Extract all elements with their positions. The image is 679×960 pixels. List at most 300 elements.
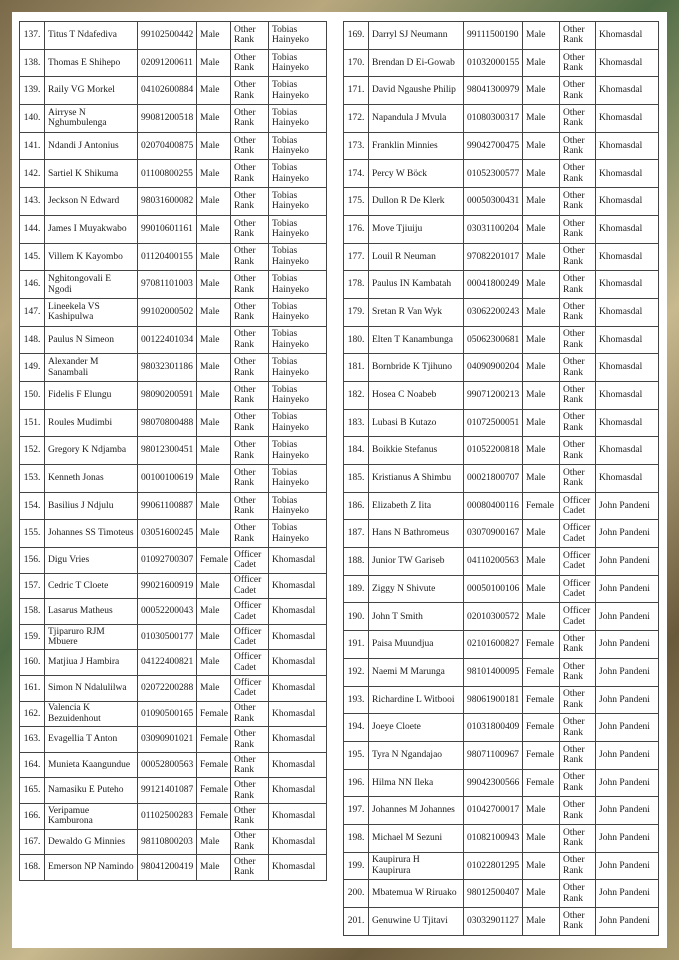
unit-cell: Tobias Hainyeko bbox=[269, 271, 327, 299]
table-row bbox=[20, 243, 327, 271]
member-name-cell: Titus T Ndafediva bbox=[45, 22, 138, 50]
id-number-cell: 00122401034 bbox=[138, 326, 197, 354]
unit-cell: John Pandeni bbox=[596, 520, 659, 548]
table-row bbox=[20, 22, 327, 50]
id-number-cell: 98061900181 bbox=[464, 686, 523, 714]
unit-cell: Khomasdal bbox=[269, 752, 327, 778]
row-number-cell: 183. bbox=[344, 409, 369, 437]
rank-cell: Other Rank bbox=[231, 829, 269, 855]
table-row bbox=[344, 409, 659, 437]
unit-cell: Khomasdal bbox=[596, 298, 659, 326]
table-row bbox=[20, 132, 327, 160]
member-name-cell: Elizabeth Z Iita bbox=[369, 492, 464, 520]
row-number-cell: 169. bbox=[344, 22, 369, 50]
table-row bbox=[20, 437, 327, 465]
rank-cell: Other Rank bbox=[560, 298, 596, 326]
unit-cell: Khomasdal bbox=[269, 573, 327, 599]
row-number-cell: 162. bbox=[20, 701, 45, 727]
table-row bbox=[344, 852, 659, 880]
sex-cell: Male bbox=[523, 908, 560, 936]
id-number-cell: 99081200518 bbox=[138, 105, 197, 133]
table-row bbox=[344, 271, 659, 299]
sex-cell: Male bbox=[523, 326, 560, 354]
id-number-cell: 01032000155 bbox=[464, 49, 523, 77]
id-number-cell: 00050300431 bbox=[464, 188, 523, 216]
member-name-cell: Thomas E Shihepo bbox=[45, 49, 138, 77]
rank-cell: Other Rank bbox=[231, 701, 269, 727]
table-row bbox=[344, 686, 659, 714]
member-name-cell: Villem K Kayombo bbox=[45, 243, 138, 271]
sex-cell: Male bbox=[197, 520, 231, 548]
member-name-cell: Hilma NN Ileka bbox=[369, 769, 464, 797]
unit-cell: Khomasdal bbox=[269, 624, 327, 650]
sex-cell: Male bbox=[197, 188, 231, 216]
id-number-cell: 98031600082 bbox=[138, 188, 197, 216]
rank-cell: Other Rank bbox=[560, 465, 596, 493]
unit-cell: Khomasdal bbox=[596, 271, 659, 299]
unit-cell: Tobias Hainyeko bbox=[269, 465, 327, 493]
sex-cell: Female bbox=[197, 701, 231, 727]
table-row bbox=[20, 105, 327, 133]
sex-cell: Male bbox=[523, 160, 560, 188]
rank-cell: Officer Cadet bbox=[231, 599, 269, 625]
member-name-cell: Johannes SS Timoteus bbox=[45, 520, 138, 548]
row-number-cell: 199. bbox=[344, 852, 369, 880]
member-name-cell: Junior TW Gariseb bbox=[369, 548, 464, 576]
row-number-cell: 164. bbox=[20, 752, 45, 778]
member-name-cell: Mbatemua W Riruako bbox=[369, 880, 464, 908]
id-number-cell: 02072200288 bbox=[138, 676, 197, 702]
sex-cell: Male bbox=[523, 603, 560, 631]
unit-cell: Tobias Hainyeko bbox=[269, 215, 327, 243]
id-number-cell: 99021600919 bbox=[138, 573, 197, 599]
id-number-cell: 03031100204 bbox=[464, 215, 523, 243]
sex-cell: Female bbox=[523, 686, 560, 714]
sex-cell: Male bbox=[197, 105, 231, 133]
unit-cell: Tobias Hainyeko bbox=[269, 437, 327, 465]
rank-cell: Other Rank bbox=[560, 49, 596, 77]
sex-cell: Male bbox=[523, 409, 560, 437]
sex-cell: Male bbox=[197, 49, 231, 77]
unit-cell: Tobias Hainyeko bbox=[269, 188, 327, 216]
unit-cell: Tobias Hainyeko bbox=[269, 105, 327, 133]
unit-cell: Khomasdal bbox=[596, 215, 659, 243]
unit-cell: John Pandeni bbox=[596, 492, 659, 520]
rank-cell: Other Rank bbox=[560, 215, 596, 243]
member-name-cell: Brendan D Ei-Gowab bbox=[369, 49, 464, 77]
table-row bbox=[344, 105, 659, 133]
rank-cell: Other Rank bbox=[560, 769, 596, 797]
unit-cell: Khomasdal bbox=[269, 804, 327, 830]
table-row bbox=[344, 22, 659, 50]
row-number-cell: 142. bbox=[20, 160, 45, 188]
id-number-cell: 01030500177 bbox=[138, 624, 197, 650]
member-name-cell: Joeye Cloete bbox=[369, 714, 464, 742]
table-row bbox=[20, 215, 327, 243]
id-number-cell: 02101600827 bbox=[464, 631, 523, 659]
table-row bbox=[344, 49, 659, 77]
table-row bbox=[344, 631, 659, 659]
row-number-cell: 160. bbox=[20, 650, 45, 676]
rank-cell: Other Rank bbox=[560, 686, 596, 714]
table-row bbox=[20, 727, 327, 753]
row-number-cell: 157. bbox=[20, 573, 45, 599]
id-number-cell: 03062200243 bbox=[464, 298, 523, 326]
member-name-cell: Kenneth Jonas bbox=[45, 465, 138, 493]
member-name-cell: John T Smith bbox=[369, 603, 464, 631]
member-name-cell: Tjiparuro RJM Mbuere bbox=[45, 624, 138, 650]
id-number-cell: 00052200043 bbox=[138, 599, 197, 625]
unit-cell: Khomasdal bbox=[596, 381, 659, 409]
table-row bbox=[344, 437, 659, 465]
sex-cell: Male bbox=[197, 243, 231, 271]
member-name-cell: Paulus IN Kambatah bbox=[369, 271, 464, 299]
sex-cell: Male bbox=[197, 354, 231, 382]
unit-cell: Khomasdal bbox=[596, 465, 659, 493]
table-row bbox=[344, 741, 659, 769]
row-number-cell: 145. bbox=[20, 243, 45, 271]
id-number-cell: 99061100887 bbox=[138, 492, 197, 520]
sex-cell: Male bbox=[523, 271, 560, 299]
id-number-cell: 00080400116 bbox=[464, 492, 523, 520]
rank-cell: Other Rank bbox=[560, 714, 596, 742]
id-number-cell: 02091200611 bbox=[138, 49, 197, 77]
row-number-cell: 156. bbox=[20, 548, 45, 574]
rank-cell: Other Rank bbox=[231, 105, 269, 133]
member-name-cell: Move Tjiuiju bbox=[369, 215, 464, 243]
member-name-cell: Veripamue Kamburona bbox=[45, 804, 138, 830]
unit-cell: Khomasdal bbox=[269, 701, 327, 727]
rank-cell: Other Rank bbox=[231, 215, 269, 243]
row-number-cell: 153. bbox=[20, 465, 45, 493]
table-row bbox=[20, 548, 327, 574]
table-row bbox=[20, 520, 327, 548]
row-number-cell: 139. bbox=[20, 77, 45, 105]
member-name-cell: Hosea C Noabeb bbox=[369, 381, 464, 409]
rank-cell: Officer Cadet bbox=[560, 575, 596, 603]
row-number-cell: 184. bbox=[344, 437, 369, 465]
rank-cell: Officer Cadet bbox=[560, 548, 596, 576]
member-name-cell: Boikkie Stefanus bbox=[369, 437, 464, 465]
row-number-cell: 159. bbox=[20, 624, 45, 650]
rank-cell: Other Rank bbox=[560, 880, 596, 908]
row-number-cell: 175. bbox=[344, 188, 369, 216]
rank-cell: Other Rank bbox=[560, 852, 596, 880]
member-name-cell: Ndandi J Antonius bbox=[45, 132, 138, 160]
row-number-cell: 151. bbox=[20, 409, 45, 437]
row-number-cell: 186. bbox=[344, 492, 369, 520]
unit-cell: John Pandeni bbox=[596, 548, 659, 576]
sex-cell: Male bbox=[523, 132, 560, 160]
table-row bbox=[20, 804, 327, 830]
row-number-cell: 185. bbox=[344, 465, 369, 493]
row-number-cell: 173. bbox=[344, 132, 369, 160]
row-number-cell: 138. bbox=[20, 49, 45, 77]
sex-cell: Male bbox=[523, 548, 560, 576]
row-number-cell: 158. bbox=[20, 599, 45, 625]
id-number-cell: 99102500442 bbox=[138, 22, 197, 50]
member-name-cell: Basilius J Ndjulu bbox=[45, 492, 138, 520]
member-name-cell: Paulus N Simeon bbox=[45, 326, 138, 354]
table-row bbox=[20, 298, 327, 326]
member-name-cell: Sartiel K Shikuma bbox=[45, 160, 138, 188]
table-row bbox=[20, 573, 327, 599]
member-name-cell: Lineekela VS Kashipulwa bbox=[45, 298, 138, 326]
row-number-cell: 171. bbox=[344, 77, 369, 105]
rank-cell: Officer Cadet bbox=[231, 573, 269, 599]
id-number-cell: 98070800488 bbox=[138, 409, 197, 437]
sex-cell: Male bbox=[523, 575, 560, 603]
rank-cell: Other Rank bbox=[231, 188, 269, 216]
row-number-cell: 165. bbox=[20, 778, 45, 804]
unit-cell: Tobias Hainyeko bbox=[269, 49, 327, 77]
unit-cell: Khomasdal bbox=[269, 676, 327, 702]
table-row bbox=[20, 49, 327, 77]
rank-cell: Officer Cadet bbox=[560, 492, 596, 520]
rank-cell: Officer Cadet bbox=[231, 624, 269, 650]
member-name-cell: Napandula J Mvula bbox=[369, 105, 464, 133]
id-number-cell: 98110800203 bbox=[138, 829, 197, 855]
table-row bbox=[344, 908, 659, 936]
id-number-cell: 98041300979 bbox=[464, 77, 523, 105]
row-number-cell: 147. bbox=[20, 298, 45, 326]
id-number-cell: 01090500165 bbox=[138, 701, 197, 727]
table-row bbox=[344, 603, 659, 631]
row-number-cell: 149. bbox=[20, 354, 45, 382]
row-number-cell: 201. bbox=[344, 908, 369, 936]
sex-cell: Male bbox=[523, 797, 560, 825]
rank-cell: Other Rank bbox=[560, 631, 596, 659]
unit-cell: Tobias Hainyeko bbox=[269, 326, 327, 354]
rank-cell: Other Rank bbox=[231, 354, 269, 382]
table-row bbox=[20, 160, 327, 188]
table-row bbox=[20, 676, 327, 702]
id-number-cell: 04110200563 bbox=[464, 548, 523, 576]
unit-cell: John Pandeni bbox=[596, 575, 659, 603]
row-number-cell: 196. bbox=[344, 769, 369, 797]
sex-cell: Male bbox=[197, 326, 231, 354]
member-name-cell: Dewaldo G Minnies bbox=[45, 829, 138, 855]
member-name-cell: Raily VG Morkel bbox=[45, 77, 138, 105]
id-number-cell: 01080300317 bbox=[464, 105, 523, 133]
member-name-cell: Namasiku E Puteho bbox=[45, 778, 138, 804]
id-number-cell: 01072500051 bbox=[464, 409, 523, 437]
rank-cell: Officer Cadet bbox=[231, 650, 269, 676]
table-row bbox=[344, 132, 659, 160]
rank-cell: Other Rank bbox=[560, 797, 596, 825]
table-row bbox=[344, 215, 659, 243]
unit-cell: John Pandeni bbox=[596, 769, 659, 797]
row-number-cell: 187. bbox=[344, 520, 369, 548]
row-number-cell: 193. bbox=[344, 686, 369, 714]
unit-cell: Khomasdal bbox=[596, 132, 659, 160]
id-number-cell: 01102500283 bbox=[138, 804, 197, 830]
sex-cell: Female bbox=[523, 492, 560, 520]
table-row bbox=[344, 575, 659, 603]
row-number-cell: 198. bbox=[344, 824, 369, 852]
id-number-cell: 98090200591 bbox=[138, 381, 197, 409]
row-number-cell: 174. bbox=[344, 160, 369, 188]
sex-cell: Female bbox=[523, 769, 560, 797]
unit-cell: John Pandeni bbox=[596, 631, 659, 659]
rank-cell: Other Rank bbox=[231, 160, 269, 188]
unit-cell: Tobias Hainyeko bbox=[269, 409, 327, 437]
table-row bbox=[344, 160, 659, 188]
row-number-cell: 163. bbox=[20, 727, 45, 753]
id-number-cell: 99111500190 bbox=[464, 22, 523, 50]
rank-cell: Other Rank bbox=[231, 132, 269, 160]
unit-cell: Khomasdal bbox=[269, 650, 327, 676]
table-row bbox=[344, 797, 659, 825]
unit-cell: Tobias Hainyeko bbox=[269, 243, 327, 271]
unit-cell: Khomasdal bbox=[596, 243, 659, 271]
row-number-cell: 170. bbox=[344, 49, 369, 77]
unit-cell: Khomasdal bbox=[596, 105, 659, 133]
id-number-cell: 99042300566 bbox=[464, 769, 523, 797]
member-name-cell: Emerson NP Namindo bbox=[45, 855, 138, 881]
unit-cell: John Pandeni bbox=[596, 714, 659, 742]
id-number-cell: 01100800255 bbox=[138, 160, 197, 188]
id-number-cell: 98071100967 bbox=[464, 741, 523, 769]
member-name-cell: Richardine L Witbooi bbox=[369, 686, 464, 714]
member-name-cell: James I Muyakwabo bbox=[45, 215, 138, 243]
row-number-cell: 143. bbox=[20, 188, 45, 216]
rank-cell: Other Rank bbox=[560, 741, 596, 769]
table-row bbox=[20, 855, 327, 881]
member-name-cell: Johannes M Johannes bbox=[369, 797, 464, 825]
table-row bbox=[344, 465, 659, 493]
table-row bbox=[20, 829, 327, 855]
rank-cell: Other Rank bbox=[231, 409, 269, 437]
id-number-cell: 98041200419 bbox=[138, 855, 197, 881]
member-name-cell: Dullon R De Klerk bbox=[369, 188, 464, 216]
table-row bbox=[20, 326, 327, 354]
rank-cell: Other Rank bbox=[231, 727, 269, 753]
member-name-cell: Elten T Kanambunga bbox=[369, 326, 464, 354]
unit-cell: John Pandeni bbox=[596, 908, 659, 936]
id-number-cell: 97082201017 bbox=[464, 243, 523, 271]
row-number-cell: 154. bbox=[20, 492, 45, 520]
rank-cell: Other Rank bbox=[231, 855, 269, 881]
id-number-cell: 00050100106 bbox=[464, 575, 523, 603]
id-number-cell: 04090900204 bbox=[464, 354, 523, 382]
rank-cell: Other Rank bbox=[231, 492, 269, 520]
rank-cell: Other Rank bbox=[560, 271, 596, 299]
table-row bbox=[20, 492, 327, 520]
member-name-cell: Darryl SJ Neumann bbox=[369, 22, 464, 50]
row-number-cell: 152. bbox=[20, 437, 45, 465]
id-number-cell: 04102600884 bbox=[138, 77, 197, 105]
unit-cell: Khomasdal bbox=[269, 829, 327, 855]
sex-cell: Male bbox=[523, 354, 560, 382]
id-number-cell: 01092700307 bbox=[138, 548, 197, 574]
unit-cell: Tobias Hainyeko bbox=[269, 132, 327, 160]
rank-cell: Other Rank bbox=[231, 298, 269, 326]
sex-cell: Male bbox=[197, 298, 231, 326]
row-number-cell: 172. bbox=[344, 105, 369, 133]
member-name-cell: Hans N Bathromeus bbox=[369, 520, 464, 548]
member-name-cell: Fidelis F Elungu bbox=[45, 381, 138, 409]
row-number-cell: 181. bbox=[344, 354, 369, 382]
id-number-cell: 05062300681 bbox=[464, 326, 523, 354]
row-number-cell: 191. bbox=[344, 631, 369, 659]
member-name-cell: Roules Mudimbi bbox=[45, 409, 138, 437]
table-row bbox=[344, 77, 659, 105]
rank-cell: Other Rank bbox=[560, 908, 596, 936]
id-number-cell: 02070400875 bbox=[138, 132, 197, 160]
sex-cell: Male bbox=[197, 624, 231, 650]
sex-cell: Male bbox=[523, 437, 560, 465]
unit-cell: John Pandeni bbox=[596, 741, 659, 769]
rank-cell: Other Rank bbox=[560, 409, 596, 437]
unit-cell: Khomasdal bbox=[596, 49, 659, 77]
unit-cell: Khomasdal bbox=[596, 77, 659, 105]
rank-cell: Officer Cadet bbox=[560, 603, 596, 631]
sex-cell: Male bbox=[197, 492, 231, 520]
sex-cell: Male bbox=[197, 271, 231, 299]
sex-cell: Male bbox=[523, 381, 560, 409]
member-name-cell: David Ngaushe Philip bbox=[369, 77, 464, 105]
rank-cell: Other Rank bbox=[231, 778, 269, 804]
sex-cell: Female bbox=[197, 804, 231, 830]
sex-cell: Male bbox=[197, 599, 231, 625]
rank-cell: Other Rank bbox=[231, 271, 269, 299]
row-number-cell: 166. bbox=[20, 804, 45, 830]
sex-cell: Male bbox=[197, 77, 231, 105]
sex-cell: Male bbox=[197, 829, 231, 855]
id-number-cell: 01052200818 bbox=[464, 437, 523, 465]
rank-cell: Other Rank bbox=[560, 658, 596, 686]
unit-cell: Khomasdal bbox=[269, 855, 327, 881]
rank-cell: Other Rank bbox=[231, 381, 269, 409]
row-number-cell: 161. bbox=[20, 676, 45, 702]
unit-cell: John Pandeni bbox=[596, 797, 659, 825]
id-number-cell: 99010601161 bbox=[138, 215, 197, 243]
table-row bbox=[344, 381, 659, 409]
table-row bbox=[20, 599, 327, 625]
row-number-cell: 195. bbox=[344, 741, 369, 769]
sex-cell: Male bbox=[197, 132, 231, 160]
row-number-cell: 192. bbox=[344, 658, 369, 686]
row-number-cell: 179. bbox=[344, 298, 369, 326]
member-name-cell: Paisa Muundjua bbox=[369, 631, 464, 659]
rank-cell: Officer Cadet bbox=[231, 676, 269, 702]
member-name-cell: Valencia K Bezuidenhout bbox=[45, 701, 138, 727]
table-row bbox=[344, 326, 659, 354]
id-number-cell: 98032301186 bbox=[138, 354, 197, 382]
member-name-cell: Lasarus Matheus bbox=[45, 599, 138, 625]
id-number-cell: 01052300577 bbox=[464, 160, 523, 188]
unit-cell: Khomasdal bbox=[596, 326, 659, 354]
member-name-cell: Alexander M Sanambali bbox=[45, 354, 138, 382]
id-number-cell: 98012300451 bbox=[138, 437, 197, 465]
sex-cell: Male bbox=[197, 855, 231, 881]
member-name-cell: Percy W Böck bbox=[369, 160, 464, 188]
rank-cell: Other Rank bbox=[560, 22, 596, 50]
rank-cell: Other Rank bbox=[560, 381, 596, 409]
row-number-cell: 141. bbox=[20, 132, 45, 160]
rank-cell: Other Rank bbox=[231, 437, 269, 465]
member-name-cell: Louil R Neuman bbox=[369, 243, 464, 271]
unit-cell: Tobias Hainyeko bbox=[269, 22, 327, 50]
id-number-cell: 00021800707 bbox=[464, 465, 523, 493]
table-row bbox=[20, 624, 327, 650]
id-number-cell: 01082100943 bbox=[464, 824, 523, 852]
table-row bbox=[20, 650, 327, 676]
unit-cell: Tobias Hainyeko bbox=[269, 381, 327, 409]
member-name-cell: Evagellia T Anton bbox=[45, 727, 138, 753]
table-row bbox=[20, 465, 327, 493]
